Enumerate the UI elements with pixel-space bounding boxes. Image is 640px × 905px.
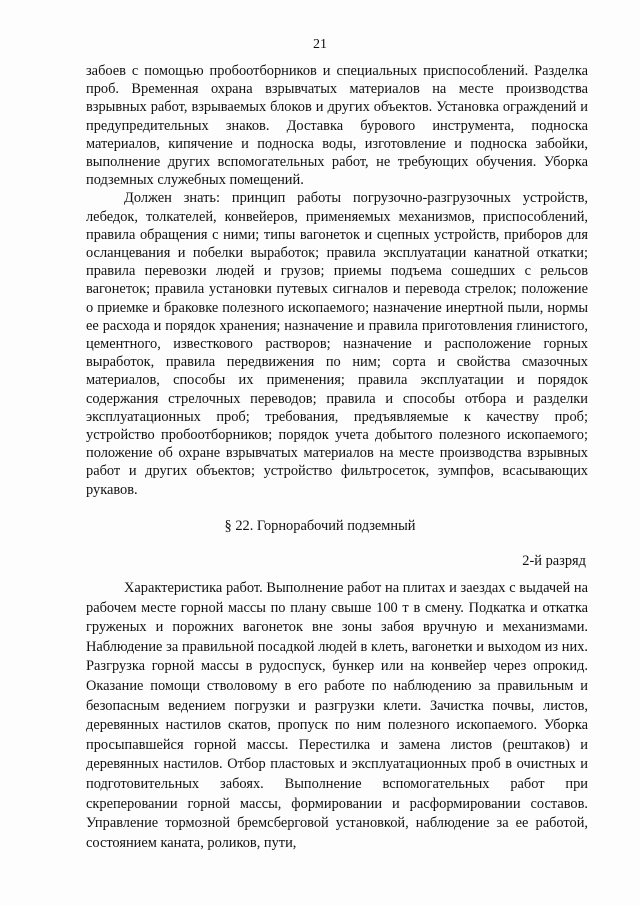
- must-know-paragraph: Должен знать: принцип работы погрузочно-разгрузочных устройств, лебедок, толкателей, конвейеров, применяемых механизмов, приспособлений, правила обращения с ними; типы вагонеток и сцепных устройств, приборов для осланцевания и побелки выработок; правила эксплуатации канатной откатки; правила перевозки людей и грузов; приемы подъема сошедших с рельсов вагонеток; правила установки путевых сигналов и перевода стрелок; положение о приемке и браковке полезного ископаемого; назначение инертной пыли, нормы ее расхода и порядок хранения; назначение и правила приготовления глинистого, цементного, известкового растворов; назначение и расположение горных выработок, правила передвижения по ним; сорта и свойства смазочных материалов, способы их применения; правила эксплуатации и порядок содержания стрелочных переводов; правила и способы отбора и разделки эксплуатационных проб; требования, предъявляемые к качеству проб; устройство пробоотборников; порядок учета добытого полезного ископаемого; положение об охране взрывчатых материалов на месте производства взрывных работ и других объектов; устройство фильтросеток, зумпфов, всасывающих рукавов.: [86, 190, 588, 498]
- page-number: 21: [313, 37, 327, 52]
- grade-label: 2-й разряд: [522, 553, 586, 569]
- text-block-top: [86, 62, 588, 499]
- text-block-bottom: [86, 579, 588, 853]
- section-title: § 22. Горнорабочий подземный: [224, 518, 416, 534]
- intro-paragraph: забоев с помощью пробоотборников и специальных приспособлений. Разделка проб. Временная охрана взрывчатых материалов на месте производства взрывных работ, взрываемых блоков и других объектов. Установка ограждений и предупредительных знаков. Доставка бурового инструмента, подноска материалов, кипячение и подноска воды, изготовление и подноска забойки, выполнение других вспомогательных работ, не требующих обучения. Уборка подземных служебных помещений.: [86, 63, 588, 189]
- work-description-paragraph: Характеристика работ. Выполнение работ на плитах и заездах с выдачей на рабочем месте горной массы по плану свыше 100 т в смену. Подкатка и откатка груженых и порожних вагонеток вне зоны забоя вручную и механизмами. Наблюдение за правильной посадкой людей в клеть, вагонетки и выходом из них. Разгрузка горной массы в рудоспуск, бункер или на конвейер через опрокид. Оказание помощи стволовому в его работе по наблюдению за правильным и безопасным ведением погрузки и разгрузки клети. Зачистка почвы, листов, деревянных настилов скатов, пропуск по ним полезного ископаемого. Уборка просыпавшейся горной массы. Перестилка и замена листов (рештаков) и деревянных настилов. Отбор пластовых и эксплуатационных проб в очистных и подготовительных забоях. Выполнение вспомогательных работ при скреперовании горной массы, формировании и расформировании составов. Управление тормозной бремсберговой установкой, наблюдение за ее работой, состоянием каната, роликов, пути,: [86, 580, 588, 851]
